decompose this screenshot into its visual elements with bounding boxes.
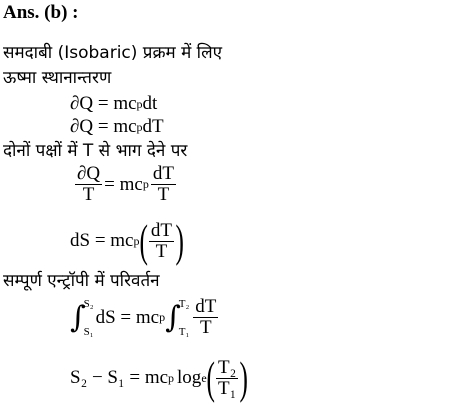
- integral-dS: ∫ S₂ S₁: [70, 297, 94, 338]
- answer-heading: Ans. (b) :: [3, 2, 79, 23]
- fraction-dT-over-T: $\frac{dT}{T}$: [152, 163, 174, 205]
- fraction-dT-over-T-paren: $\frac{dT}{T}$: [150, 219, 172, 262]
- equation-heat-dT: ∂Q = mc p dT: [70, 116, 164, 137]
- integral-dT: ∫ T₂ T₁: [165, 297, 190, 338]
- equation-entropy-result: S₂ − S₁ = mc p log e ( $\frac{\text{T₂}}{\text{T₁}}$ ): [70, 352, 249, 403]
- divide-by-T-text: दोनों पक्षों में T से भाग देने पर: [3, 141, 188, 161]
- fraction-dQ-over-T: $\frac{\partial Q}{T}$: [77, 163, 101, 205]
- equation-heat-dt: ∂Q = mc p dt: [70, 93, 158, 114]
- equation-entropy-differential: dS = mc p ( $\frac{dT}{T}$ ): [70, 215, 184, 266]
- equation-divided: $\frac{\partial Q}{T}$ = mc p $\frac{dT}{T}$: [77, 163, 174, 205]
- fraction-dT-over-T-integral: $\frac{dT}{T}$: [195, 296, 217, 338]
- total-entropy-change-text: सम्पूर्ण एन्ट्रॉपी में परिवर्तन: [3, 271, 160, 291]
- isobaric-process-text: समदाबी (Isobaric) प्रक्रम में लिए: [3, 43, 223, 63]
- equation-integral: ∫ S₂ S₁ dS = mc p ∫ T₂ T₁ $\frac{dT}{T}$: [70, 296, 217, 338]
- fraction-T2-over-T1: $\frac{\text{T₂}}{\text{T₁}}$: [217, 356, 237, 399]
- heat-transfer-text: ऊष्मा स्थानान्तरण: [3, 68, 112, 88]
